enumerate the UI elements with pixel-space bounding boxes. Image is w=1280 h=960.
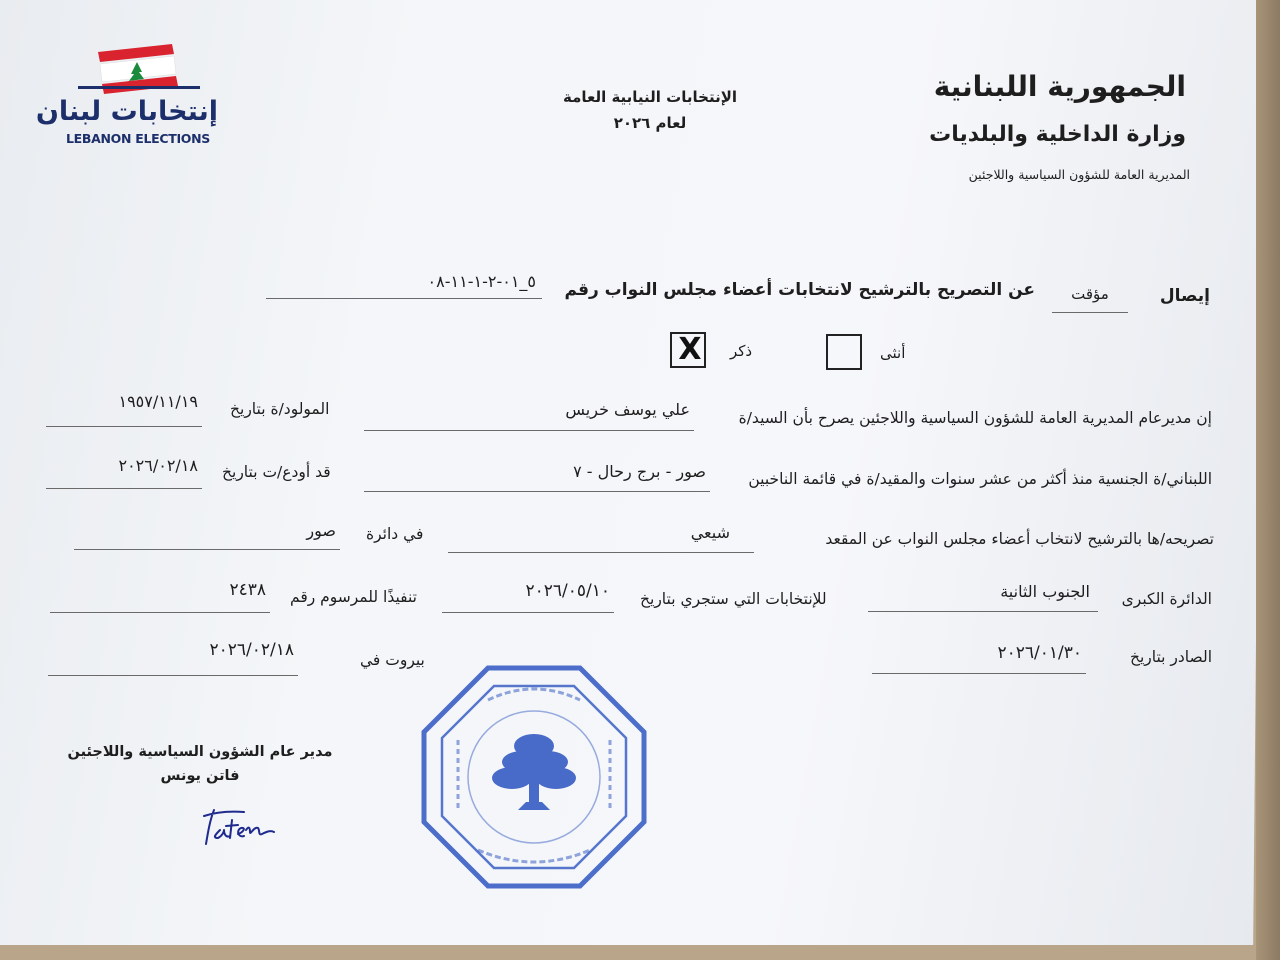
row3-text: تصريحه/ها بالترشيح لانتخاب أعضاء مجلس النواب عن المقعد <box>825 530 1214 548</box>
table-background <box>1256 0 1280 960</box>
elections-date-label: للإنتخابات التي ستجري بتاريخ <box>640 590 827 608</box>
district-label: في دائرة <box>366 525 424 543</box>
receipt-number-line <box>266 298 542 299</box>
receipt-type-line <box>1052 312 1128 313</box>
seat-line <box>448 552 754 553</box>
lebanon-elections-logo <box>35 40 218 150</box>
candidate-name-value: علي يوسف خريس <box>565 400 690 419</box>
male-label: ذكر <box>730 342 753 360</box>
elections-year: لعام ٢٠٢٦ <box>613 114 687 132</box>
beirut-date-value: ٢٠٢٦/٠٢/١٨ <box>209 640 294 660</box>
handwritten-signature <box>200 800 290 850</box>
row2-text: اللبناني/ة الجنسية منذ أكثر من عشر سنوات والمقيد/ة في قائمة الناخبين <box>748 470 1212 488</box>
signatory-name: فاتن يونس <box>160 768 240 784</box>
signatory-title: مدير عام الشؤون السياسية واللاجئين <box>67 744 333 760</box>
born-date-value: ١٩٥٧/١١/١٩ <box>118 392 198 411</box>
official-stamp <box>418 660 650 892</box>
cedar-tree-icon <box>492 734 576 810</box>
district-value: صور <box>306 521 336 540</box>
row1-text: إن مديرعام المديرية العامة للشؤون السياسية واللاجئين يصرح بأن السيد/ة <box>738 409 1212 427</box>
issued-date-line <box>872 673 1086 674</box>
logo-arabic-text: إنتخابات لبنان <box>35 96 218 127</box>
receipt-description: عن التصريح بالترشيح لانتخابات أعضاء مجلس النواب رقم <box>564 280 1035 300</box>
voter-registry-line <box>364 491 710 492</box>
decree-line <box>50 612 270 613</box>
issued-label: الصادر بتاريخ <box>1129 648 1212 666</box>
deposited-date-value: ٢٠٢٦/٠٢/١٨ <box>118 456 198 475</box>
deposited-date-line <box>46 488 202 489</box>
decree-label: تنفيذًا للمرسوم رقم <box>290 588 417 606</box>
candidate-name-line <box>364 430 694 431</box>
republic-heading: الجمهورية اللبنانية <box>933 70 1186 103</box>
male-checkbox[interactable] <box>670 332 706 368</box>
major-district-line <box>868 611 1098 612</box>
deposited-label: قد أودع/ت بتاريخ <box>222 463 331 481</box>
elections-date-line <box>442 612 614 613</box>
seat-value: شيعي <box>690 523 730 542</box>
born-label: المولود/ة بتاريخ <box>230 400 330 418</box>
receipt-type-value: مؤقت <box>1071 285 1109 303</box>
receipt-number-value: ٥_٠١-٢-١-١١-٠٨ <box>427 272 536 291</box>
check-mark: X <box>678 332 702 367</box>
major-district-value: الجنوب الثانية <box>1000 582 1090 601</box>
receipt-label: إيصال <box>1159 286 1210 306</box>
beirut-label: بيروت في <box>360 651 425 669</box>
directorate-heading: المديرية العامة للشؤون السياسية واللاجئين <box>968 167 1190 182</box>
decree-value: ٢٤٣٨ <box>229 580 266 600</box>
major-district-label: الدائرة الكبرى <box>1121 590 1212 608</box>
elections-title: الإنتخابات النيابية العامة <box>562 88 738 106</box>
voter-registry-value: صور - برج رحال - ٧ <box>573 462 706 481</box>
district-line <box>74 549 340 550</box>
born-date-line <box>46 426 202 427</box>
logo-english-text: LEBANON ELECTIONS <box>66 131 210 146</box>
female-checkbox[interactable] <box>826 334 862 370</box>
issued-date-value: ٢٠٢٦/٠١/٣٠ <box>997 643 1082 663</box>
female-label: أنثى <box>880 344 906 362</box>
elections-date-value: ٢٠٢٦/٠٥/١٠ <box>525 581 610 601</box>
ministry-heading: وزارة الداخلية والبلديات <box>929 122 1186 147</box>
beirut-date-line <box>48 675 298 676</box>
